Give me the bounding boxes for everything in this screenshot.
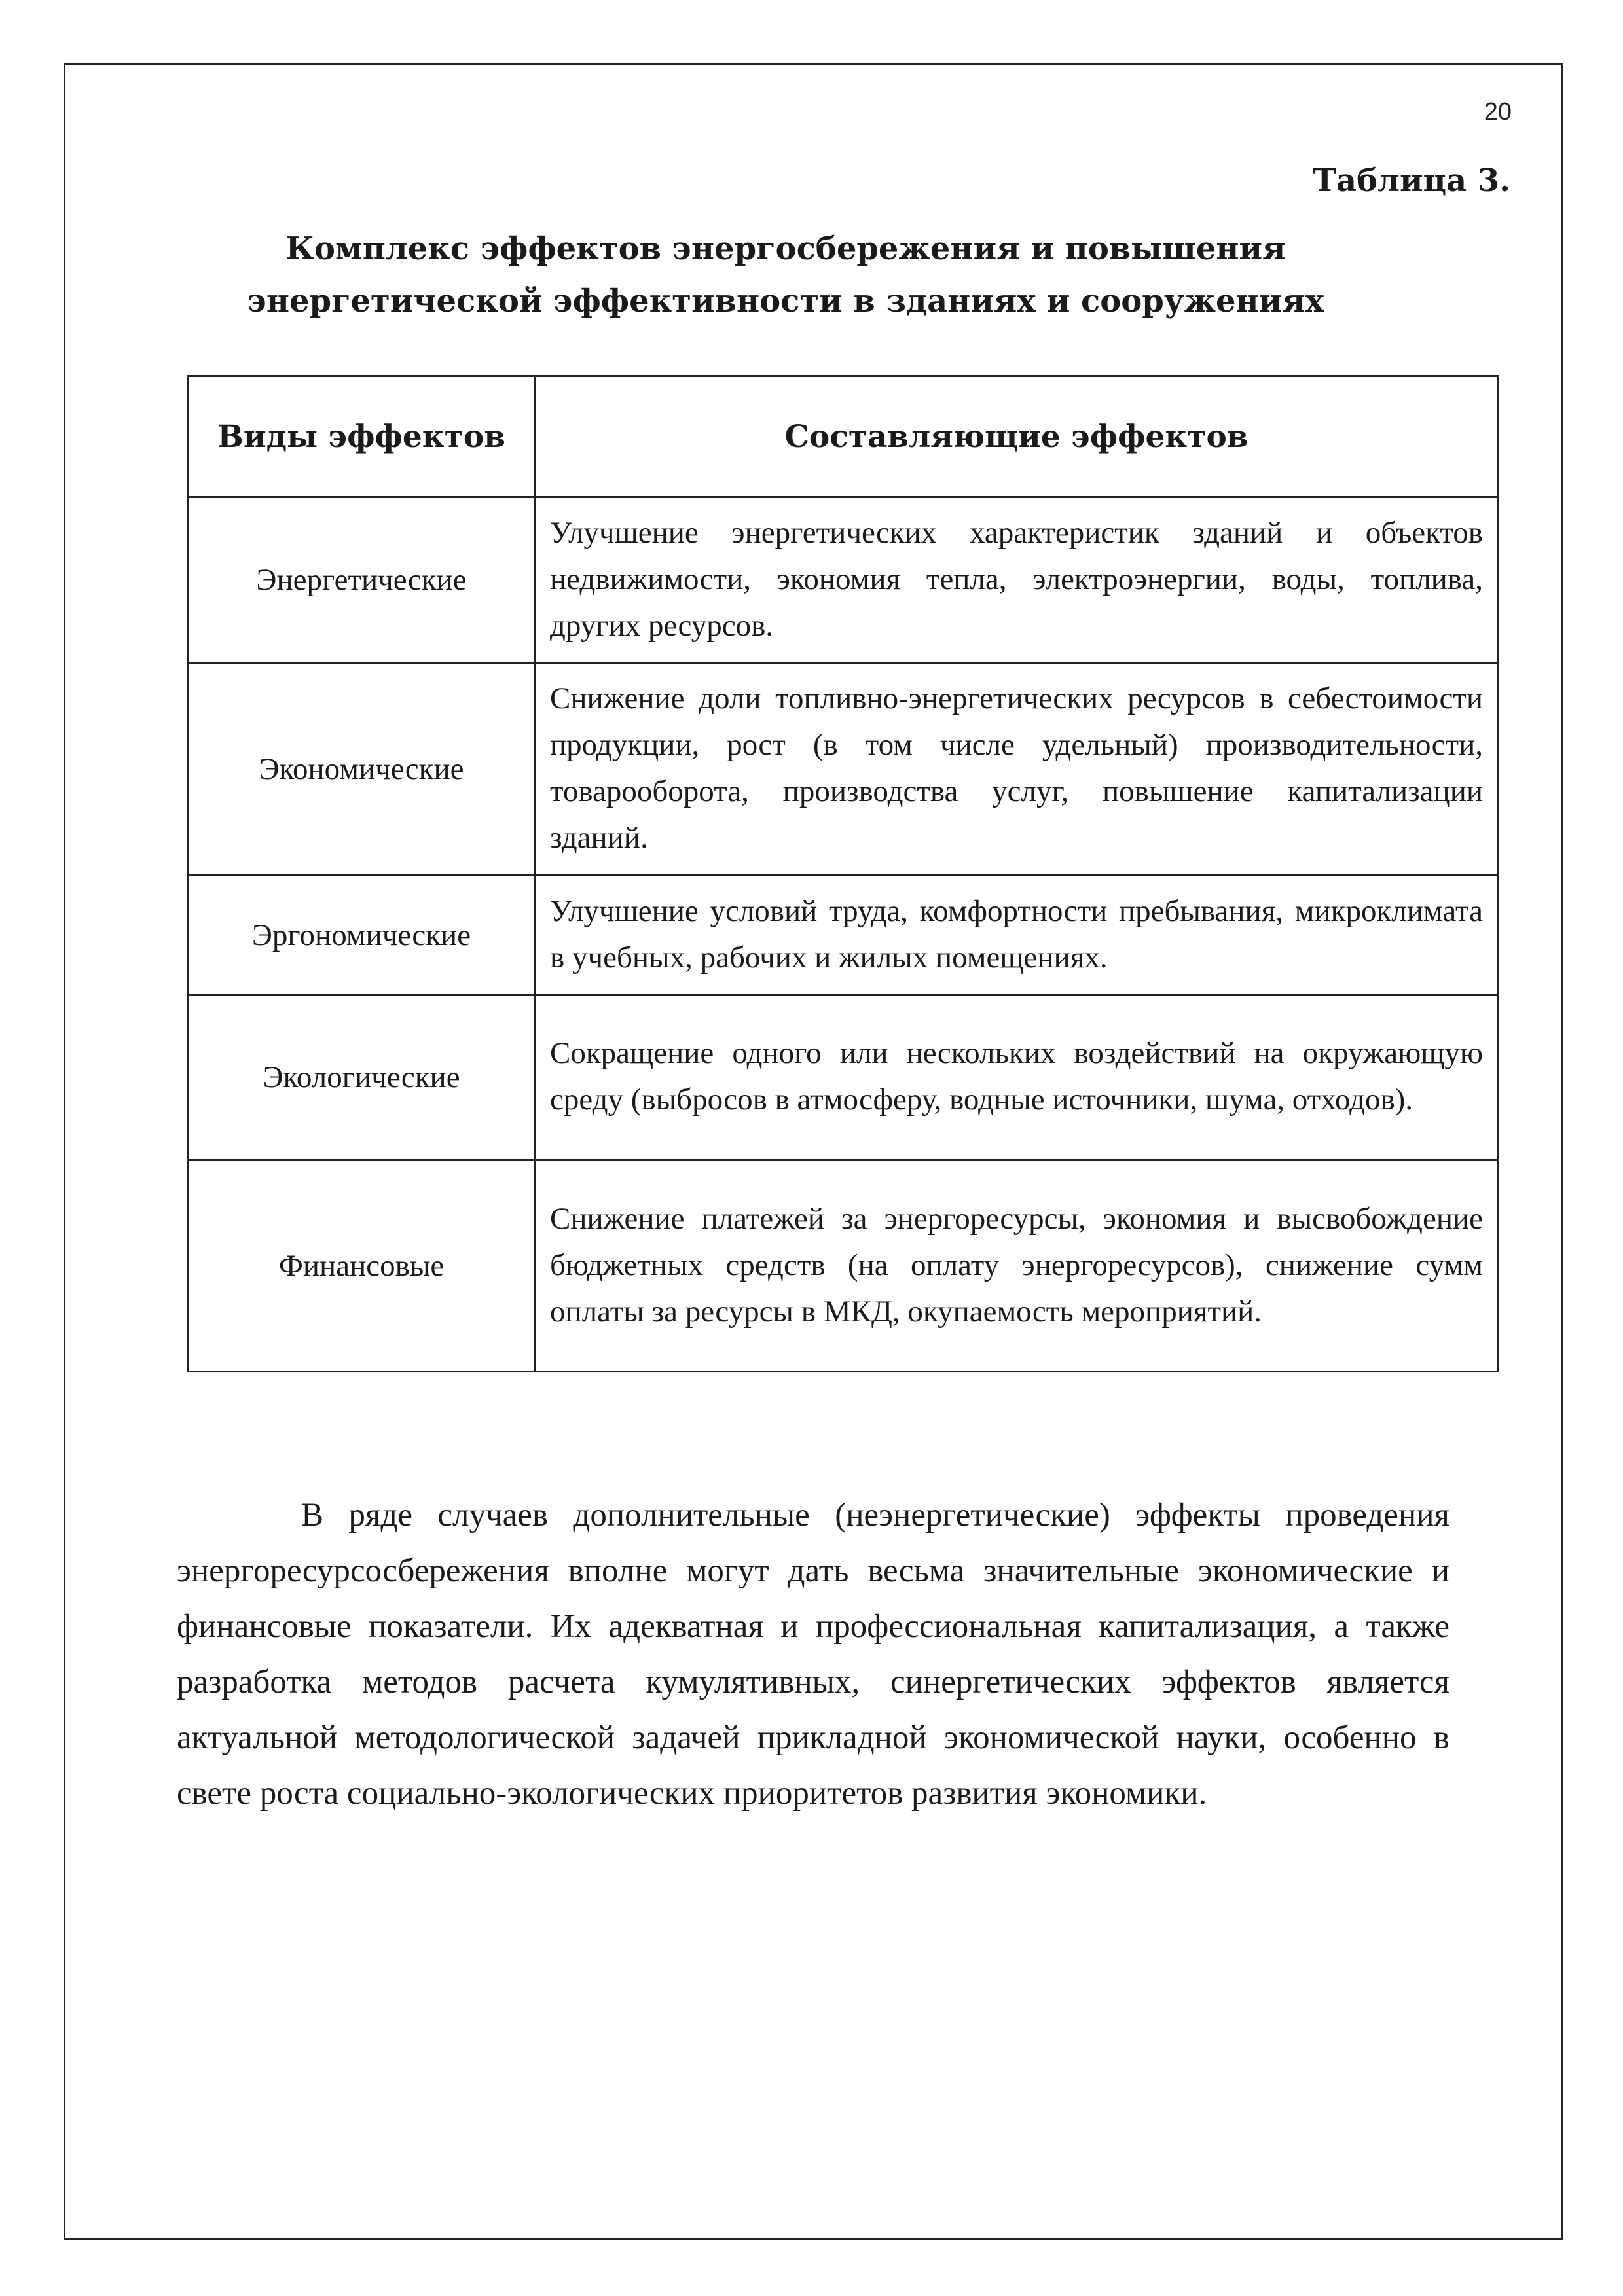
effects-table <box>187 375 1499 1372</box>
row-kind: Финансовые <box>189 1160 535 1372</box>
row-kind: Экологические <box>189 995 535 1160</box>
row-kind: Энергетические <box>189 497 535 663</box>
row-components: Сокращение одного или нескольких воздействий на окружающую среду (выбросов в атмосферу, водные источники, шума, отходов). <box>535 995 1499 1160</box>
row-components: Улучшение условий труда, комфортности пребывания, микроклимата в учебных, рабочих и жилых помещениях. <box>535 876 1499 995</box>
page-number: 20 <box>1484 98 1512 126</box>
table-row <box>189 1160 1499 1372</box>
row-components: Снижение платежей за энергоресурсы, экономия и высвобождение бюджетных средств (на оплату энергоресурсов), снижение сумм оплаты за ресурсы в МКД, окупаемость мероприятий. <box>535 1160 1499 1372</box>
row-components: Снижение доли топливно-энергетических ресурсов в себестоимости продукции, рост (в том числе удельный) производительности, товарооборота, производства услуг, повышение капитализации зданий. <box>535 663 1499 876</box>
table-header-row <box>189 376 1499 497</box>
row-kind: Экономические <box>189 663 535 876</box>
table-row <box>189 876 1499 995</box>
row-kind: Эргономические <box>189 876 535 995</box>
row-components: Улучшение энергетических характеристик зданий и объектов недвижимости, экономия тепла, электроэнергии, воды, топлива, других ресурсов. <box>535 497 1499 663</box>
table-row <box>189 995 1499 1160</box>
table-title: Комплекс эффектов энергосбережения и повышения энергетической эффективности в зданиях и сооружениях <box>247 230 1324 319</box>
table-row <box>189 663 1499 876</box>
table-row <box>189 497 1499 663</box>
header-components: Составляющие эффектов <box>535 376 1499 497</box>
table-label: Таблица 3. <box>1313 162 1510 199</box>
header-kind: Виды эффектов <box>189 376 535 497</box>
body-paragraph: В ряде случаев дополнительные (неэнергетические) эффекты проведения энергоресурсосбережения вполне могут дать весьма значительные экономические и финансовые показатели. Их адекватная и профессиональная капитализация, а также разработка методов расчета кумулятивных, синергетических эффектов является актуальной методологической задачей прикладной экономической науки, особенно в свете роста социально-экологических приоритетов развития экономики. <box>177 1497 1450 1812</box>
